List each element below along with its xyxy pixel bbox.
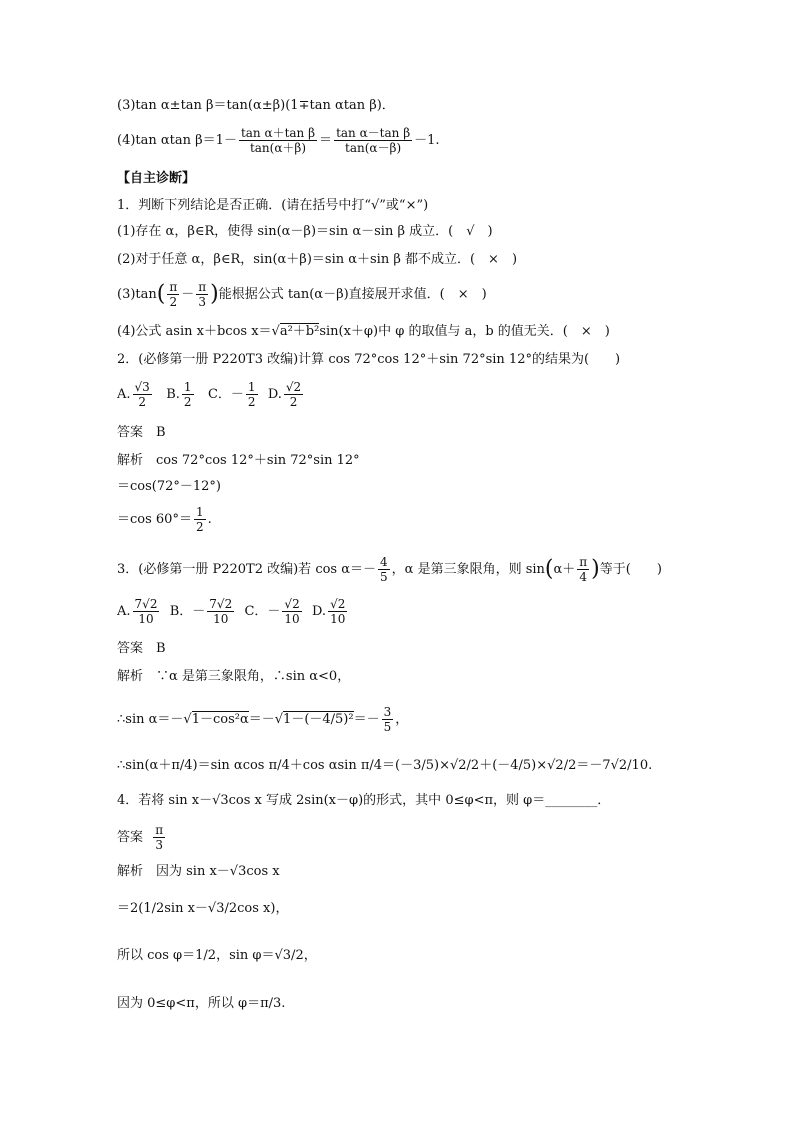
denominator: 4 (579, 570, 588, 584)
q2-analysis-2: ＝cos(72°－12°) (117, 479, 222, 494)
fraction (182, 380, 194, 409)
denominator: 2 (169, 295, 178, 309)
fraction (328, 597, 347, 626)
numerator: 1 (195, 505, 204, 519)
numerator: π (169, 280, 178, 294)
q1-statement-3 (117, 280, 487, 309)
q1-stem: 1．判断下列结论是否正确．(请在括号中打“√”或“×”) (117, 198, 429, 213)
denominator: tan(α－β) (345, 141, 402, 155)
denominator: 3 (198, 295, 207, 309)
numerator: √3 (134, 380, 150, 394)
s3-end: 能根据公式 tan(α－β)直接展开求值．( × ) (218, 287, 487, 302)
sqrt-radicand: 1－(－4/5)² (283, 712, 354, 727)
formula-4-end: －1. (414, 133, 440, 148)
fraction (153, 823, 165, 852)
numerator: 4 (380, 555, 388, 569)
option-b-label: B. (166, 387, 180, 402)
denominator: 10 (330, 612, 346, 626)
denominator: tan(α＋β) (249, 141, 307, 155)
numerator: 7√2 (209, 597, 233, 611)
denominator: 2 (289, 395, 298, 409)
numerator: tan α＋tan β (240, 126, 316, 140)
analysis-3-end: . (207, 512, 212, 527)
numerator: π (155, 823, 164, 837)
numerator: √2 (284, 597, 300, 611)
q3-stem-paren: α＋ (553, 562, 576, 577)
q4-analysis-1: 解析 因为 sin x－√3cos x (117, 864, 280, 879)
section-heading: 【自主诊断】 (117, 171, 196, 186)
fraction (246, 380, 258, 409)
denominator: 10 (138, 612, 154, 626)
fraction (196, 280, 208, 309)
q4-answer (117, 823, 167, 852)
fraction (194, 505, 206, 534)
q3-stem (117, 555, 662, 584)
minus: － (181, 287, 195, 302)
numerator: 1 (183, 380, 192, 394)
analysis-2-tail: ， (395, 712, 409, 727)
fraction (378, 555, 390, 584)
fraction (167, 280, 179, 309)
q3-analysis-3: ∴sin(α＋π/4)＝sin αcos π/4＋cos αsin π/4＝(－3/5)×√2/2＋(－4/5)×√2/2＝－7√2/10. (117, 758, 653, 773)
q1-statement-2: (2)对于任意 α，β∈R，sin(α＋β)＝sin α＋sin β 都不成立．( × ) (117, 252, 518, 267)
right-paren: ) (210, 281, 219, 307)
option-a-label: A. (117, 604, 131, 619)
q3-analysis-2: ∴sin α＝－√1－cos²α＝－√1－(－4/5)²＝－ $\frac{3}{5}$ ， (117, 705, 409, 734)
q3-options (117, 597, 349, 626)
denominator: 2 (195, 520, 204, 534)
denominator: 10 (213, 612, 229, 626)
s4-start: (4)公式 asin x＋bcos x＝ (117, 324, 272, 339)
q3-stem-end: 等于( ) (599, 562, 662, 577)
option-d-label: D. (311, 604, 327, 619)
fraction (382, 705, 394, 734)
right-paren: ) (591, 556, 600, 582)
option-c-label: C．－ (207, 387, 244, 402)
formula-4 (117, 126, 440, 155)
q4-analysis-2: ＝2(1/2sin x－√3/2cos x)， (117, 901, 289, 916)
fraction (334, 126, 412, 155)
left-paren: ( (544, 556, 554, 582)
fraction (133, 597, 160, 626)
q3-analysis-1: 解析 ∵α 是第三象限角，∴sin α<0， (117, 669, 351, 684)
fraction (133, 380, 152, 409)
analysis-3-start: ＝cos 60°＝ (117, 512, 192, 527)
denominator: 5 (383, 720, 392, 734)
q4-analysis-4: 因为 0≤φ<π，所以 φ＝π/3. (117, 996, 286, 1011)
q1-statement-4: (4)公式 asin x＋bcos x＝√a²＋b²sin(x＋φ)中 φ 的取值与 a，b 的值无关．( × ) (117, 324, 610, 339)
numerator: π (579, 555, 588, 569)
numerator: π (198, 280, 207, 294)
denominator: 10 (284, 612, 300, 626)
numerator: tan α－tan β (336, 126, 411, 140)
q4-analysis-3: 所以 cos φ＝1/2，sin φ＝√3/2， (117, 948, 317, 963)
denominator: 2 (247, 395, 256, 409)
fraction (207, 597, 234, 626)
fraction (282, 597, 301, 626)
q2-stem: 2．(必修第一册 P220T3 改编)计算 cos 72°cos 12°＋sin 72°sin 12°的结果为( ) (117, 352, 621, 367)
option-d-label: D. (267, 387, 282, 402)
q2-answer: 答案 B (117, 425, 166, 440)
fraction (577, 555, 589, 584)
formula-4-start: (4)tan αtan β＝1－ (117, 133, 237, 148)
answer-label: 答案 (117, 830, 144, 845)
denominator: 2 (138, 395, 146, 409)
fraction (284, 380, 303, 409)
formula-3: (3)tan α±tan β＝tan(α±β)(1∓tan αtan β)． (117, 98, 395, 113)
option-c-label: C．－ (244, 604, 281, 619)
analysis-2-start: ∴sin α＝－ (117, 712, 184, 727)
analysis-2-end: ＝－ (353, 712, 380, 727)
numerator: 3 (383, 705, 392, 719)
numerator: 1 (247, 380, 256, 394)
option-a-label: A. (117, 387, 131, 402)
equals: ＝ (319, 133, 333, 148)
q2-analysis-3 (117, 505, 212, 534)
sqrt-radicand: a²＋b² (279, 324, 320, 339)
option-b-label: B．－ (169, 604, 206, 619)
denominator: 5 (380, 570, 388, 584)
q4-stem: 4．若将 sin x－√3cos x 写成 2sin(x－φ)的形式，其中 0≤φ<π，则 φ＝________． (117, 793, 611, 808)
q3-answer: 答案 B (117, 641, 166, 656)
numerator: 7√2 (134, 597, 158, 611)
left-paren: ( (156, 281, 166, 307)
fraction (239, 126, 317, 155)
q3-stem-mid: ，α 是第三象限角，则 sin (391, 562, 545, 577)
q2-analysis-1: 解析 cos 72°cos 12°＋sin 72°sin 12° (117, 453, 360, 468)
denominator: 3 (155, 838, 164, 852)
q1-statement-1: (1)存在 α，β∈R，使得 sin(α－β)＝sin α－sin β 成立．( √ ) (117, 224, 493, 239)
analysis-2-mid: ＝－ (248, 712, 275, 727)
numerator: √2 (285, 380, 302, 394)
q2-options (117, 380, 305, 409)
sqrt-radicand: 1－cos²α (191, 712, 249, 727)
s4-end: sin(x＋φ)中 φ 的取值与 a，b 的值无关．( × ) (319, 324, 610, 339)
q3-stem-start: 3．(必修第一册 P220T2 改编)若 cos α＝－ (117, 562, 377, 577)
denominator: 2 (183, 395, 192, 409)
numerator: √2 (330, 597, 346, 611)
s3-start: (3)tan (117, 287, 157, 302)
